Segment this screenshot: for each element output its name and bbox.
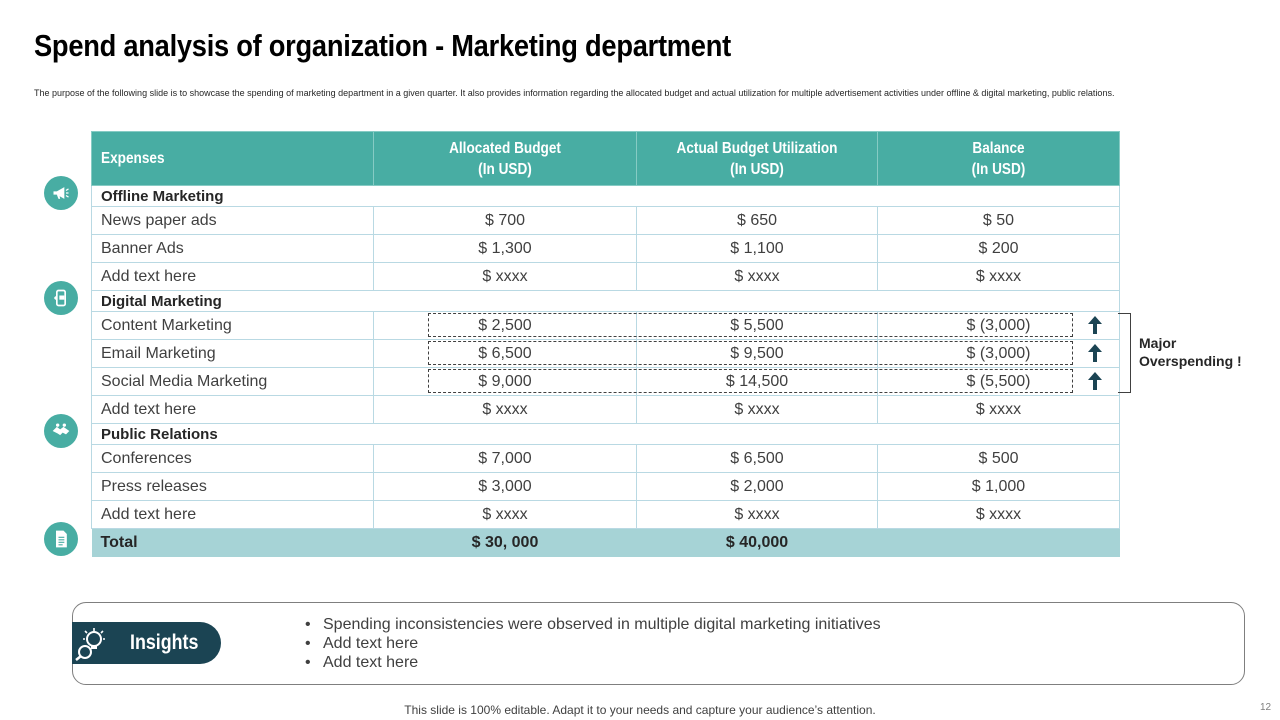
- allocated-value: $ xxxx: [374, 263, 637, 291]
- balance-value: $ 1,000: [878, 473, 1120, 501]
- allocated-value: $ 1,300: [374, 235, 637, 263]
- table-row: [92, 235, 1120, 263]
- actual-value: $ xxxx: [637, 501, 878, 529]
- total-actual: $ 40,000: [637, 529, 878, 557]
- allocated-value: $ xxxx: [374, 501, 637, 529]
- overspend-bracket: [1118, 313, 1131, 393]
- actual-value: $ 6,500: [637, 445, 878, 473]
- insights-badge: [72, 622, 221, 664]
- arrow-up-icon: [1087, 315, 1103, 335]
- arrow-up-icon: [1087, 343, 1103, 363]
- item-name: Banner Ads: [92, 235, 374, 263]
- allocated-value: $ 2,500: [374, 312, 637, 340]
- table-row: [92, 473, 1120, 501]
- total-balance: [878, 529, 1120, 557]
- list-item: • Add text here: [305, 653, 1205, 672]
- handshake-icon: [44, 414, 78, 448]
- allocated-value: $ xxxx: [374, 396, 637, 424]
- list-item: • Spending inconsistencies were observed in multiple digital marketing initiatives: [305, 615, 1205, 634]
- total-allocated: $ 30, 000: [374, 529, 637, 557]
- item-name: Conferences: [92, 445, 374, 473]
- actual-value: $ 650: [637, 207, 878, 235]
- actual-value: $ xxxx: [637, 396, 878, 424]
- megaphone-icon: [44, 176, 78, 210]
- table-row: [92, 368, 1120, 396]
- actual-value: $ 14,500: [637, 368, 878, 396]
- table-row: [92, 312, 1120, 340]
- balance-value: $ 200: [878, 235, 1120, 263]
- insights-label: Insights: [130, 631, 199, 654]
- allocated-value: $ 6,500: [374, 340, 637, 368]
- balance-value: $ 500: [878, 445, 1120, 473]
- insights-list: [305, 615, 1205, 672]
- item-name: Add text here: [92, 263, 374, 291]
- overspend-callout: Major Overspending !: [1139, 335, 1242, 369]
- balance-value: $ xxxx: [878, 501, 1120, 529]
- actual-value: $ 1,100: [637, 235, 878, 263]
- section-public-relations: Public Relations: [92, 424, 1120, 445]
- header-actual: Actual Budget Utilization (In USD): [637, 132, 878, 186]
- page-title: Spend analysis of organization - Marketing department: [34, 28, 731, 63]
- item-name: Add text here: [92, 396, 374, 424]
- balance-value: $ (5,500): [878, 368, 1120, 396]
- balance-value: $ (3,000): [878, 312, 1120, 340]
- total-label: Total: [92, 529, 374, 557]
- spend-table: [91, 131, 1120, 557]
- idea-bulb-icon: [74, 625, 110, 661]
- document-icon: [44, 522, 78, 556]
- item-name: Social Media Marketing: [92, 368, 374, 396]
- table-row: [92, 396, 1120, 424]
- mobile-marketing-icon: [44, 281, 78, 315]
- item-name: Email Marketing: [92, 340, 374, 368]
- page-subtitle: The purpose of the following slide is to showcase the spending of marketing department in a given quarter. It also provides information regarding the allocated budget and actual utilization for multiple advertisement activities under offline & digital marketing, public relations.: [34, 88, 1115, 98]
- table-row: [92, 207, 1120, 235]
- item-name: Press releases: [92, 473, 374, 501]
- header-expenses: Expenses: [92, 132, 374, 186]
- actual-value: $ 9,500: [637, 340, 878, 368]
- table-row: [92, 445, 1120, 473]
- balance-value: $ (3,000): [878, 340, 1120, 368]
- item-name: Content Marketing: [92, 312, 374, 340]
- item-name: Add text here: [92, 501, 374, 529]
- balance-value: $ xxxx: [878, 396, 1120, 424]
- list-item: • Add text here: [305, 634, 1205, 653]
- table-row: [92, 501, 1120, 529]
- table-row: [92, 340, 1120, 368]
- actual-value: $ xxxx: [637, 263, 878, 291]
- table-row: [92, 263, 1120, 291]
- allocated-value: $ 9,000: [374, 368, 637, 396]
- allocated-value: $ 7,000: [374, 445, 637, 473]
- allocated-value: $ 3,000: [374, 473, 637, 501]
- balance-value: $ 50: [878, 207, 1120, 235]
- footer-note: This slide is 100% editable. Adapt it to your needs and capture your audience’s attention.: [404, 703, 876, 717]
- arrow-up-icon: [1087, 371, 1103, 391]
- balance-value: $ xxxx: [878, 263, 1120, 291]
- page-number: 12: [1260, 702, 1272, 713]
- section-offline: Offline Marketing: [92, 186, 1120, 207]
- header-balance: Balance (In USD): [878, 132, 1120, 186]
- allocated-value: $ 700: [374, 207, 637, 235]
- actual-value: $ 5,500: [637, 312, 878, 340]
- section-digital: Digital Marketing: [92, 291, 1120, 312]
- total-row: [92, 529, 1120, 557]
- item-name: News paper ads: [92, 207, 374, 235]
- header-allocated: Allocated Budget (In USD): [374, 132, 637, 186]
- actual-value: $ 2,000: [637, 473, 878, 501]
